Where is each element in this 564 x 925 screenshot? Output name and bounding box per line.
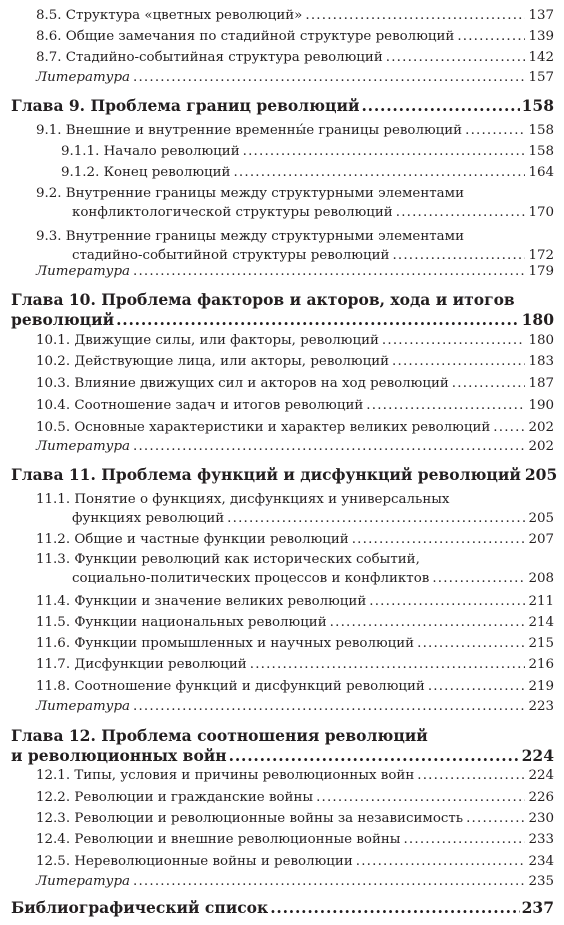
- page-number: 235: [528, 874, 554, 889]
- entry-title: стадийно-событийной структуры революций: [72, 248, 390, 263]
- page-number: 157: [528, 70, 554, 85]
- dot-leader: [432, 569, 525, 588]
- dot-leader: [396, 203, 526, 222]
- dot-leader: [382, 331, 526, 350]
- dot-leader: [361, 96, 519, 116]
- entry-title: 9.1. Внешние и внутренние временны́е границы революций: [36, 123, 463, 138]
- entry-title: Литература: [36, 699, 130, 714]
- section-entry: [36, 331, 554, 350]
- entry-title: Литература: [36, 874, 130, 889]
- section-entry: [36, 184, 554, 222]
- entry-title: 10.5. Основные характеристики и характер великих революций: [36, 420, 491, 435]
- page-number: 219: [528, 679, 554, 694]
- section-entry: [36, 613, 554, 632]
- entry-title: 12.4. Революции и внешние революционные войны: [36, 832, 401, 847]
- dot-leader: [270, 898, 519, 918]
- dot-leader: [366, 396, 525, 415]
- page-number: 202: [528, 439, 554, 454]
- dot-leader: [428, 677, 526, 696]
- dot-leader: [386, 48, 526, 67]
- entry-title-line: 11.1. Понятие о функциях, дисфункциях и универсальных: [36, 492, 450, 507]
- dot-leader: [250, 655, 526, 674]
- entry-title: 10.4. Соотношение задач и итогов революций: [36, 398, 364, 413]
- section-entry: [36, 634, 554, 653]
- page-number: 223: [528, 699, 554, 714]
- entry-title: 10.3. Влияние движущих сил и акторов на ход революций: [36, 376, 449, 391]
- section-entry: [36, 227, 554, 265]
- entry-title-line: 11.3. Функции революций как исторических событий,: [36, 552, 420, 567]
- page-number: 234: [528, 854, 554, 869]
- entry-title: 9.1.1. Начало революций: [61, 144, 240, 159]
- dot-leader: [233, 163, 525, 182]
- page-number: 233: [528, 832, 554, 847]
- section-entry: [36, 121, 554, 140]
- dot-leader: [417, 634, 525, 653]
- literature-entry: [36, 68, 554, 87]
- chapter-entry: [11, 898, 554, 918]
- dot-leader: [133, 697, 525, 716]
- entry-title: 8.5. Структура «цветных революций»: [36, 8, 303, 23]
- section-entry: [61, 142, 554, 161]
- literature-entry: [36, 872, 554, 891]
- entry-title: 11.5. Функции национальных революций: [36, 615, 327, 630]
- page-number: 180: [528, 333, 554, 348]
- section-entry: [36, 48, 554, 67]
- page-number: 224: [521, 746, 554, 765]
- dot-leader: [403, 830, 525, 849]
- entry-title: конфликтологической структуры революций: [72, 205, 393, 220]
- page-number: 158: [528, 123, 554, 138]
- page-number: 170: [528, 205, 554, 220]
- dot-leader: [305, 6, 525, 25]
- section-entry: [36, 852, 554, 871]
- entry-title: 12.3. Революции и революционные войны за независимость: [36, 811, 464, 826]
- dot-leader: [133, 437, 525, 456]
- page-number: 226: [528, 790, 554, 805]
- entry-title: 11.4. Функции и значение великих революций: [36, 594, 367, 609]
- page-number: 187: [528, 376, 554, 391]
- dot-leader: [116, 310, 520, 330]
- page-number: 205: [528, 511, 554, 526]
- literature-entry: [36, 697, 554, 716]
- section-entry: [36, 830, 554, 849]
- dot-leader: [133, 262, 525, 281]
- entry-title: социально-политических процессов и конфликтов: [72, 571, 430, 586]
- section-entry: [36, 550, 554, 588]
- entry-title: Литература: [36, 70, 130, 85]
- entry-title: Литература: [36, 264, 130, 279]
- entry-title: 11.7. Дисфункции революций: [36, 657, 247, 672]
- page-number: 224: [528, 768, 554, 783]
- page-number: 230: [528, 811, 554, 826]
- section-entry: [36, 396, 554, 415]
- entry-title: 10.2. Действующие лица, или акторы, революций: [36, 354, 390, 369]
- page-number: 190: [528, 398, 554, 413]
- dot-leader: [392, 352, 525, 371]
- entry-title: 11.6. Функции промышленных и научных революций: [36, 636, 415, 651]
- entry-title: Литература: [36, 439, 130, 454]
- page-number: 142: [528, 50, 554, 65]
- page-number: 216: [528, 657, 554, 672]
- page-number: 207: [528, 532, 554, 547]
- entry-title: Глава 11. Проблема функций и дисфункций революций: [11, 465, 521, 484]
- section-entry: [36, 418, 554, 437]
- section-entry: [36, 677, 554, 696]
- entry-title: Библиографический список: [11, 898, 269, 917]
- page-number: 214: [528, 615, 554, 630]
- entry-title: 8.6. Общие замечания по стадийной структуре революций: [36, 29, 455, 44]
- dot-leader: [452, 374, 526, 393]
- page-number: 158: [521, 96, 554, 115]
- page-number: 158: [528, 144, 554, 159]
- entry-title: 10.1. Движущие силы, или факторы, революций: [36, 333, 379, 348]
- dot-leader: [227, 509, 525, 528]
- entry-title: 12.2. Революции и гражданские войны: [36, 790, 314, 805]
- page-number: 211: [528, 594, 554, 609]
- section-entry: [36, 530, 554, 549]
- literature-entry: [36, 437, 554, 456]
- dot-leader: [133, 68, 525, 87]
- dot-leader: [356, 852, 526, 871]
- entry-title: и революционных войн: [11, 746, 227, 765]
- section-entry: [36, 6, 554, 25]
- section-entry: [36, 592, 554, 611]
- dot-leader: [417, 766, 525, 785]
- chapter-entry: [11, 726, 554, 766]
- dot-leader: [493, 418, 525, 437]
- entry-title-line: Глава 10. Проблема факторов и акторов, хода и итогов: [11, 290, 515, 309]
- entry-title: 8.7. Стадийно-событийная структура революций: [36, 50, 383, 65]
- entry-title: 11.2. Общие и частные функции революций: [36, 532, 349, 547]
- page-number: 139: [528, 29, 554, 44]
- dot-leader: [352, 530, 526, 549]
- entry-title: 11.8. Соотношение функций и дисфункций революций: [36, 679, 425, 694]
- dot-leader: [369, 592, 525, 611]
- page-number: 183: [528, 354, 554, 369]
- entry-title-line: Глава 12. Проблема соотношения революций: [11, 726, 428, 745]
- entry-title: революций: [11, 310, 115, 329]
- chapter-entry: [11, 465, 558, 485]
- section-entry: [36, 809, 554, 828]
- section-entry: [36, 788, 554, 807]
- entry-title: 9.1.2. Конец революций: [61, 165, 231, 180]
- dot-leader: [465, 121, 525, 140]
- page-number: 215: [528, 636, 554, 651]
- page-number: 164: [528, 165, 554, 180]
- dot-leader: [243, 142, 526, 161]
- section-entry: [36, 352, 554, 371]
- section-entry: [36, 374, 554, 393]
- dot-leader: [229, 746, 520, 766]
- page-number: 205: [524, 465, 558, 484]
- entry-title-line: 9.3. Внутренние границы между структурными элементами: [36, 229, 464, 244]
- entry-title: функциях революций: [72, 511, 225, 526]
- entry-title: 12.5. Нереволюционные войны и революции: [36, 854, 353, 869]
- chapter-entry: [11, 96, 554, 116]
- section-entry: [36, 766, 554, 785]
- page-number: 202: [528, 420, 554, 435]
- page-number: 237: [521, 898, 554, 917]
- dot-leader: [457, 27, 525, 46]
- dot-leader: [466, 809, 525, 828]
- page-number: 180: [521, 310, 554, 329]
- literature-entry: [36, 262, 554, 281]
- section-entry: [36, 490, 554, 528]
- entry-title: 12.1. Типы, условия и причины революционных войн: [36, 768, 415, 783]
- section-entry: [61, 163, 554, 182]
- entry-title: Глава 9. Проблема границ революций: [11, 96, 360, 115]
- dot-leader: [330, 613, 526, 632]
- page-number: 179: [528, 264, 554, 279]
- section-entry: [36, 27, 554, 46]
- page-number: 208: [528, 571, 554, 586]
- page-number: 172: [528, 248, 554, 263]
- section-entry: [36, 655, 554, 674]
- dot-leader: [133, 872, 525, 891]
- page-number: 137: [528, 8, 554, 23]
- entry-title-line: 9.2. Внутренние границы между структурными элементами: [36, 186, 464, 201]
- chapter-entry: [11, 290, 554, 330]
- dot-leader: [316, 788, 525, 807]
